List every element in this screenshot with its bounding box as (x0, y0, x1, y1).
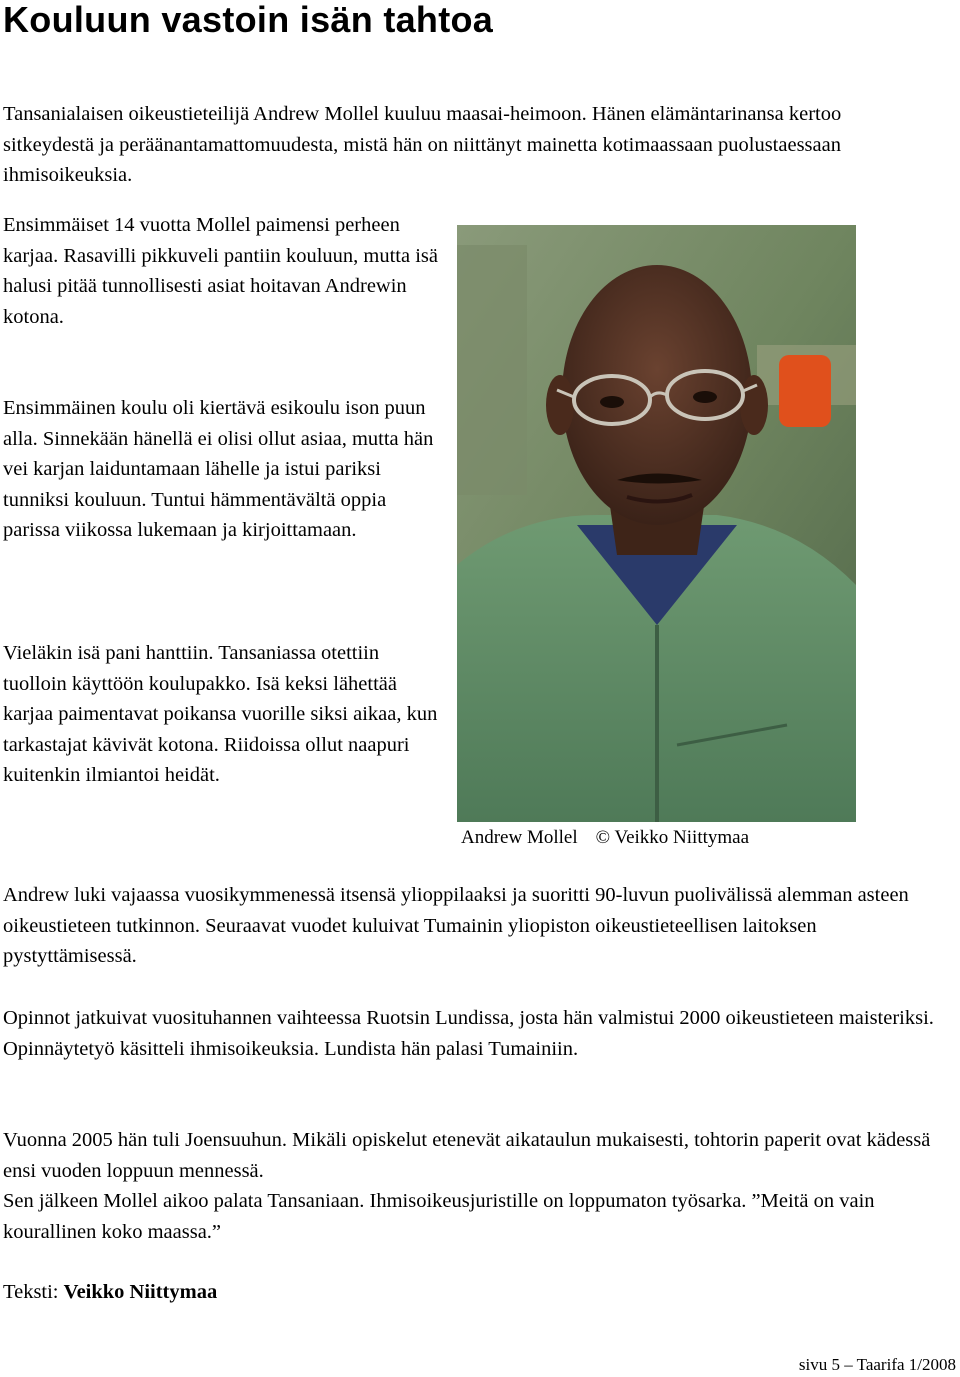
byline-author: Veikko Niittymaa (63, 1281, 218, 1303)
column-paragraph-2: Ensimmäinen koulu oli kiertävä esikoulu ison puun alla. Sinnekään hänellä ei olisi ollut asiaa, mutta hän vei karjan laiduntamaan lähelle ja istui pariksi tunniksi kouluun. Tuntui hämmentävältä oppia parissa viikossa lukemaan ja kirjoittamaan. (3, 397, 434, 541)
page-footer: sivu 5 – Taarifa 1/2008 (798, 1355, 956, 1374)
body-paragraph-2: Opinnot jatkuivat vuosituhannen vaihteessa Ruotsin Lundissa, josta hän valmistui 2000 oikeustieteen maisteriksi. Opinnäytetyö käsitteli ihmisoikeuksia. Lundista hän palasi Tumainiin. (3, 1007, 934, 1060)
byline (3, 1277, 217, 1307)
column-paragraph-3: Vieläkin isä pani hanttiin. Tansaniassa otettiin tuolloin käyttöön koulupakko. Isä keksi lähettää karjaa paimentavat poikansa vuorille siksi aikaa, kun tarkastajat kävivät kotona. Riidoissa ollut naapuri kuitenkin ilmiantoi heidät. (3, 642, 438, 786)
column-paragraph-1: Ensimmäiset 14 vuotta Mollel paimensi perheen karjaa. Rasavilli pikkuveli pantiin kouluun, mutta isä halusi pitää tunnollisesti asiat hoitavan Andrewin kotona. (3, 214, 438, 328)
photo-caption (461, 825, 749, 851)
caption-credit: © Veikko Niittymaa (595, 827, 750, 848)
article-title: Kouluun vastoin isän tahtoa (3, 0, 494, 40)
body-paragraph-3: Vuonna 2005 hän tuli Joensuuhun. Mikäli opiskelut etenevät aikataulun mukaisesti, tohtorin paperit ovat kädessä ensi vuoden loppuun mennessä. (3, 1129, 931, 1182)
portrait-photo (457, 225, 856, 822)
caption-name: Andrew Mollel (461, 827, 578, 848)
body-paragraph-1: Andrew luki vajaassa vuosikymmenessä itsensä ylioppilaaksi ja suoritti 90-luvun puolivälissä alemman asteen oikeustieteen tutkinnon. Seuraavat vuodet kuluivat Tumainin yliopiston oikeustieteellisen laitoksen pystyttämisessä. (3, 884, 909, 967)
body-paragraph-4: Sen jälkeen Mollel aikoo palata Tansaniaan. Ihmisoikeusjuristille on loppumaton työsarka. ”Meitä on vain kourallinen koko maassa.” (3, 1190, 875, 1243)
byline-label: Teksti: (3, 1281, 59, 1303)
article-intro: Tansanialaisen oikeustieteilijä Andrew Mollel kuuluu maasai-heimoon. Hänen elämäntarinansa kertoo sitkeydestä ja peräänantamattomuudesta, mistä hän on niittänyt mainetta kotimaassaan puolustaessaan ihmisoikeuksia. (3, 103, 842, 186)
